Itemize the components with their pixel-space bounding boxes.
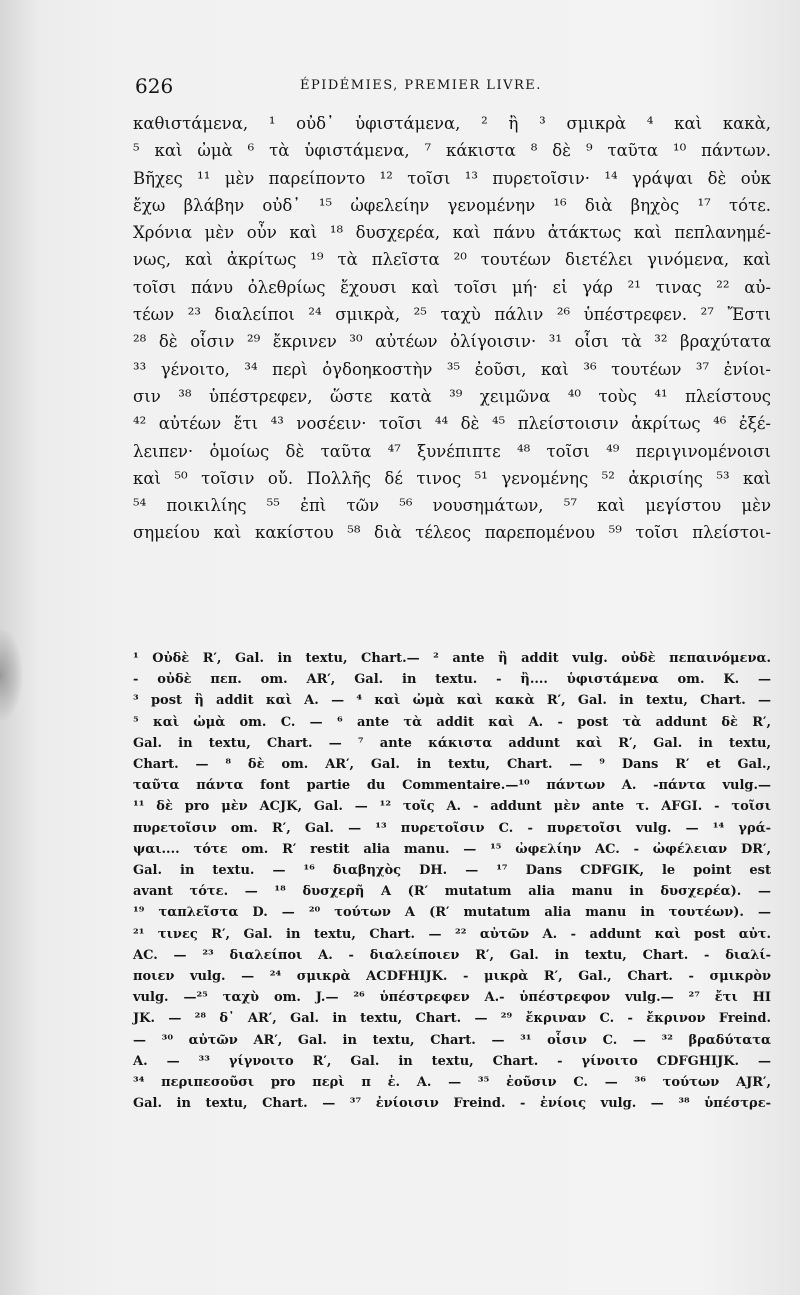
footnote-line: ²¹ τινες R′, Gal. in textu, Chart. — ²² αὐτῶν A. - addunt καὶ post αὐτ.: [133, 926, 771, 942]
footnote-line: — ³⁰ αὐτῶν AR′, Gal. in textu, Chart. — ³¹ οἷσιν C. — ³² βραδύτατα: [133, 1032, 771, 1048]
text-line: καὶ ⁵⁰ τοῖσιν οὔ. Πολλῆς δέ τινος ⁵¹ γενομένης ⁵² ἀκρισίης ⁵³ καὶ: [133, 468, 771, 488]
page-number: 626: [135, 74, 174, 98]
running-head: ÉPIDÉMIES, PREMIER LIVRE.: [300, 78, 542, 93]
text-line: Χρόνια μὲν οὖν καὶ ¹⁸ δυσχερέα, καὶ πάνυ ἀτάκτως καὶ πεπλανημέ-: [133, 223, 771, 243]
footnote-line: A. — ³³ γίγνοιτο R′, Gal. in textu, Chart. - γίνοιτο CDFGHIJK. —: [133, 1053, 771, 1069]
footnote-line: ³⁴ περιπεσοῦσι pro περὶ π ἐ. A. — ³⁵ ἐοῦσιν C. — ³⁶ τούτων AJR′,: [133, 1075, 771, 1091]
text-line: νως, καὶ ἀκρίτως ¹⁹ τὰ πλεῖστα ²⁰ τουτέων διετέλει γινόμενα, καὶ: [133, 250, 771, 270]
footnote-line: ψαι.... τότε om. R′ restit alia manu. — ¹⁵ ὠφελίην AC. - ὠφέλειαν DR′,: [133, 841, 771, 857]
footnote-line: Gal. in textu, Chart. — ⁷ ante κάκιστα addunt καὶ R′, Gal. in textu,: [133, 735, 771, 751]
footnotes: [133, 648, 771, 1114]
text-line: σημείου καὶ κακίστου ⁵⁸ διὰ τέλεος παρεπομένου ⁵⁹ τοῖσι πλείστοι-: [133, 523, 771, 543]
footnote-line: ¹⁹ ταπλεῖστα D. — ²⁰ τούτων A (R′ mutatum alia manu in τουτέων). —: [133, 905, 771, 921]
text-line: ³³ γένοιτο, ³⁴ περὶ ὀγδοηκοστὴν ³⁵ ἐοῦσι, καὶ ³⁶ τουτέων ³⁷ ἐνίοι-: [133, 359, 771, 379]
footnote-line: JK. — ²⁸ δ᾽ AR′, Gal. in textu, Chart. — ²⁹ ἔκριναν C. - ἔκρινον Freind.: [133, 1011, 771, 1027]
footnote-line: vulg. —²⁵ ταχὺ om. J.— ²⁶ ὑπέστρεφεν A.- ὑπέστρεφον vulg.— ²⁷ ἔτι HI: [133, 990, 771, 1006]
text-line: ⁴² αὐτέων ἔτι ⁴³ νοσέειν· τοῖσι ⁴⁴ δὲ ⁴⁵ πλείστοισιν ἀκρίτως ⁴⁶ ἐξέ-: [133, 414, 771, 434]
text-line: σιν ³⁸ ὑπέστρεφεν, ὥστε κατὰ ³⁹ χειμῶνα ⁴⁰ τοὺς ⁴¹ πλείστους: [133, 386, 771, 406]
text-line: καθιστάμενα, ¹ οὐδ᾽ ὑφιστάμενα, ² ἢ ³ σμικρὰ ⁴ καὶ κακὰ,: [133, 114, 771, 133]
footnote-line: πυρετοῖσιν om. R′, Gal. — ¹³ πυρετοῖσιν C. - πυρετοῖσι vulg. — ¹⁴ γρά-: [133, 820, 771, 836]
text-line: Βῆχες ¹¹ μὲν παρείποντο ¹² τοῖσι ¹³ πυρετοῖσιν· ¹⁴ γράψαι δὲ οὐκ: [133, 168, 771, 188]
footnote-line: avant τότε. — ¹⁸ δυσχερῆ A (R′ mutatum alia manu in δυσχερέα). —: [133, 884, 771, 900]
footnote-line: ¹¹ δὲ pro μὲν ACJK, Gal. — ¹² τοῖς A. - addunt μὲν ante τ. AFGI. - τοῖσι: [133, 799, 771, 815]
footnote-line: Chart. — ⁸ δὲ om. AR′, Gal. in textu, Chart. — ⁹ Dans R′ et Gal.,: [133, 757, 771, 773]
page-header: [135, 72, 767, 102]
text-line: τέων ²³ διαλείποι ²⁴ σμικρὰ, ²⁵ ταχὺ πάλιν ²⁶ ὑπέστρεφεν. ²⁷ Ἔστι: [133, 305, 771, 325]
footnote-line: ταῦτα πάντα font partie du Commentaire.—¹⁰ πάντων A. -πάντα vulg.—: [133, 778, 771, 794]
text-line: τοῖσι πάνυ ὀλεθρίως ἔχουσι καὶ τοῖσι μή· εἰ γάρ ²¹ τινας ²² αὐ-: [133, 277, 771, 297]
text-line: ⁵⁴ ποικιλίης ⁵⁵ ἐπὶ τῶν ⁵⁶ νουσημάτων, ⁵⁷ καὶ μεγίστου μὲν: [133, 496, 771, 516]
main-greek-text: [133, 110, 771, 547]
text-line: ἔχω βλάβην οὐδ᾽ ¹⁵ ὠφελείην γενομένην ¹⁶ διὰ βηχὸς ¹⁷ τότε.: [133, 195, 771, 215]
text-line: λειπεν· ὁμοίως δὲ ταῦτα ⁴⁷ ξυνέπιπτε ⁴⁸ τοῖσι ⁴⁹ περιγινομένοισι: [133, 441, 771, 461]
footnote-line: ¹ Οὐδὲ R′, Gal. in textu, Chart.— ² ante ἢ addit vulg. οὐδὲ πεπαινόμενα.: [133, 651, 771, 666]
text-line: ²⁸ δὲ οἷσιν ²⁹ ἔκρινεν ³⁰ αὐτέων ὀλίγοισιν· ³¹ οἷσι τὰ ³² βραχύτατα: [133, 332, 771, 352]
text-line: ⁵ καὶ ὠμὰ ⁶ τὰ ὑφιστάμενα, ⁷ κάκιστα ⁸ δὲ ⁹ ταῦτα ¹⁰ πάντων.: [133, 141, 771, 161]
footnote-line: Gal. in textu. — ¹⁶ διαβηχὸς DH. — ¹⁷ Dans CDFGIK, le point est: [133, 863, 771, 879]
footnote-line: - οὐδὲ πεπ. om. AR′, Gal. in textu. - ἢ.... ὑφιστάμενα om. K. —: [133, 672, 771, 688]
footnote-line: Gal. in textu, Chart. — ³⁷ ἐνίοισιν Freind. - ἐνίοις vulg. — ³⁸ ὑπέστρε-: [133, 1096, 771, 1112]
footnote-line: AC. — ²³ διαλείποι A. - διαλείποιεν R′, Gal. in textu, Chart. - διαλί-: [133, 947, 771, 963]
footnote-line: ³ post ἢ addit καὶ A. — ⁴ καὶ ὠμὰ καὶ κακὰ R′, Gal. in textu, Chart. —: [133, 693, 771, 709]
footnote-line: ⁵ καὶ ὠμὰ om. C. — ⁶ ante τὰ addit καὶ A. - post τὰ addunt δὲ R′,: [133, 714, 771, 730]
footnote-line: ποιεν vulg. — ²⁴ σμικρὰ ACDFHIJK. - μικρὰ R′, Gal., Chart. - σμικρὸν: [133, 969, 771, 985]
page-stain: [0, 630, 22, 720]
